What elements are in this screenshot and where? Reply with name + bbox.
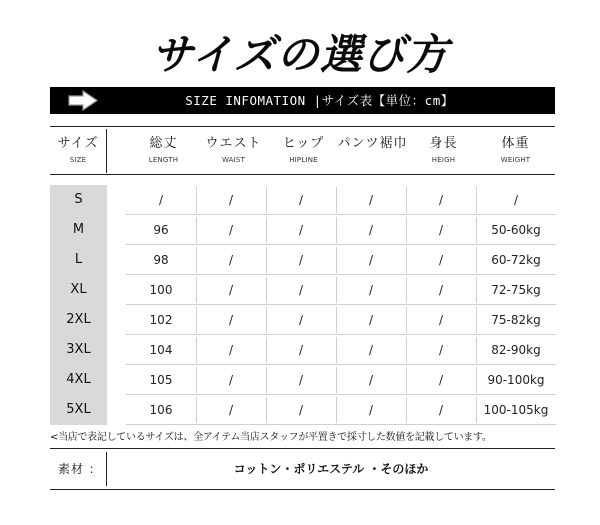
column-divider	[196, 397, 197, 423]
waist-cell: /	[196, 365, 266, 395]
column-divider	[476, 307, 477, 333]
height-cell: /	[406, 215, 476, 245]
size-cell: 2XL	[50, 305, 107, 335]
column-divider	[336, 307, 337, 333]
column-divider	[476, 337, 477, 363]
header-weight: 体重 WEIGHT	[500, 136, 531, 164]
waist-cell: /	[196, 275, 266, 305]
column-divider	[476, 277, 477, 303]
hip-cell: /	[266, 245, 336, 275]
height-cell: /	[406, 335, 476, 365]
waist-cell: /	[196, 215, 266, 245]
size-cell: 4XL	[50, 365, 107, 395]
column-divider	[266, 247, 267, 273]
column-divider	[476, 247, 477, 273]
hip-cell: /	[266, 305, 336, 335]
length-cell: /	[126, 185, 196, 215]
weight-cell: 90-100kg	[476, 365, 556, 395]
height-cell: /	[406, 395, 476, 425]
header-length: 総丈 LENGTH	[148, 136, 179, 164]
header-height: 身長 HEIGH	[429, 136, 458, 164]
material-label: 素材 ：	[58, 462, 102, 476]
column-divider	[266, 277, 267, 303]
page-title: サイズの選び方	[151, 30, 449, 79]
height-cell: /	[406, 275, 476, 305]
height-cell: /	[406, 245, 476, 275]
header-hem: パンツ裾巾	[337, 136, 408, 151]
hip-cell: /	[266, 365, 336, 395]
hem-cell: /	[336, 335, 406, 365]
weight-cell: 82-90kg	[476, 335, 556, 365]
column-divider	[196, 247, 197, 273]
hem-cell: /	[336, 245, 406, 275]
waist-cell: /	[196, 335, 266, 365]
hip-cell: /	[266, 185, 336, 215]
column-divider	[336, 397, 337, 423]
column-divider	[196, 367, 197, 393]
column-divider	[336, 337, 337, 363]
header-hip: ヒップ HIPLINE	[282, 136, 325, 164]
hip-cell: /	[266, 335, 336, 365]
column-divider	[196, 187, 197, 213]
waist-cell: /	[196, 185, 266, 215]
column-divider	[476, 367, 477, 393]
length-cell: 96	[126, 215, 196, 245]
column-divider	[196, 337, 197, 363]
table-row	[50, 215, 556, 245]
column-divider	[266, 367, 267, 393]
hem-cell: /	[336, 185, 406, 215]
column-divider	[196, 277, 197, 303]
column-divider	[336, 187, 337, 213]
column-divider	[336, 277, 337, 303]
header-divider	[106, 129, 107, 173]
size-cell: L	[50, 245, 107, 275]
size-cell: XL	[50, 275, 107, 305]
weight-cell: 75-82kg	[476, 305, 556, 335]
weight-cell: /	[476, 185, 556, 215]
hem-cell: /	[336, 215, 406, 245]
column-divider	[406, 217, 407, 243]
column-divider	[266, 217, 267, 243]
waist-cell: /	[196, 245, 266, 275]
material-row	[50, 448, 555, 490]
size-cell: 3XL	[50, 335, 107, 365]
column-divider	[196, 307, 197, 333]
waist-cell: /	[196, 395, 266, 425]
height-cell: /	[406, 185, 476, 215]
hem-cell: /	[336, 365, 406, 395]
size-cell: S	[50, 185, 107, 215]
hip-cell: /	[266, 395, 336, 425]
column-divider	[406, 247, 407, 273]
column-divider	[336, 247, 337, 273]
weight-cell: 60-72kg	[476, 245, 556, 275]
weight-cell: 72-75kg	[476, 275, 556, 305]
size-info-banner	[50, 87, 555, 114]
height-cell: /	[406, 305, 476, 335]
column-divider	[266, 187, 267, 213]
measurement-note: <当店で表記しているサイズは、全アイテム当店スタッフが平置きで採寸した数値を記載しています。	[50, 432, 492, 443]
table-row	[50, 305, 556, 335]
column-divider	[266, 307, 267, 333]
size-cell: 5XL	[50, 395, 107, 425]
length-cell: 105	[126, 365, 196, 395]
column-divider	[476, 187, 477, 213]
column-divider	[476, 217, 477, 243]
column-divider	[266, 337, 267, 363]
hem-cell: /	[336, 305, 406, 335]
table-row	[50, 275, 556, 305]
header-size: サイズ SIZE	[57, 136, 99, 164]
table-row	[50, 245, 556, 275]
height-cell: /	[406, 365, 476, 395]
column-divider	[336, 217, 337, 243]
hem-cell: /	[336, 395, 406, 425]
table-row	[50, 395, 556, 425]
column-divider	[406, 277, 407, 303]
material-value: コットン・ポリエステル ・そのほか	[233, 462, 429, 476]
table-row	[50, 185, 556, 215]
weight-cell: 50-60kg	[476, 215, 556, 245]
column-divider	[406, 307, 407, 333]
hem-cell: /	[336, 275, 406, 305]
column-divider	[476, 397, 477, 423]
length-cell: 100	[126, 275, 196, 305]
waist-cell: /	[196, 305, 266, 335]
column-divider	[266, 397, 267, 423]
column-divider	[406, 187, 407, 213]
length-cell: 106	[126, 395, 196, 425]
table-row	[50, 335, 556, 365]
column-divider	[406, 367, 407, 393]
header-waist: ウエスト WAIST	[205, 136, 262, 164]
column-divider	[336, 367, 337, 393]
table-row	[50, 365, 556, 395]
hip-cell: /	[266, 275, 336, 305]
column-divider	[406, 337, 407, 363]
length-cell: 104	[126, 335, 196, 365]
table-header	[50, 126, 555, 175]
banner-text: SIZE INFOMATION |サイズ表【単位：cm】	[185, 93, 454, 108]
column-divider	[406, 397, 407, 423]
weight-cell: 100-105kg	[476, 395, 556, 425]
length-cell: 102	[126, 305, 196, 335]
hip-cell: /	[266, 215, 336, 245]
size-cell: M	[50, 215, 107, 245]
column-divider	[196, 217, 197, 243]
length-cell: 98	[126, 245, 196, 275]
